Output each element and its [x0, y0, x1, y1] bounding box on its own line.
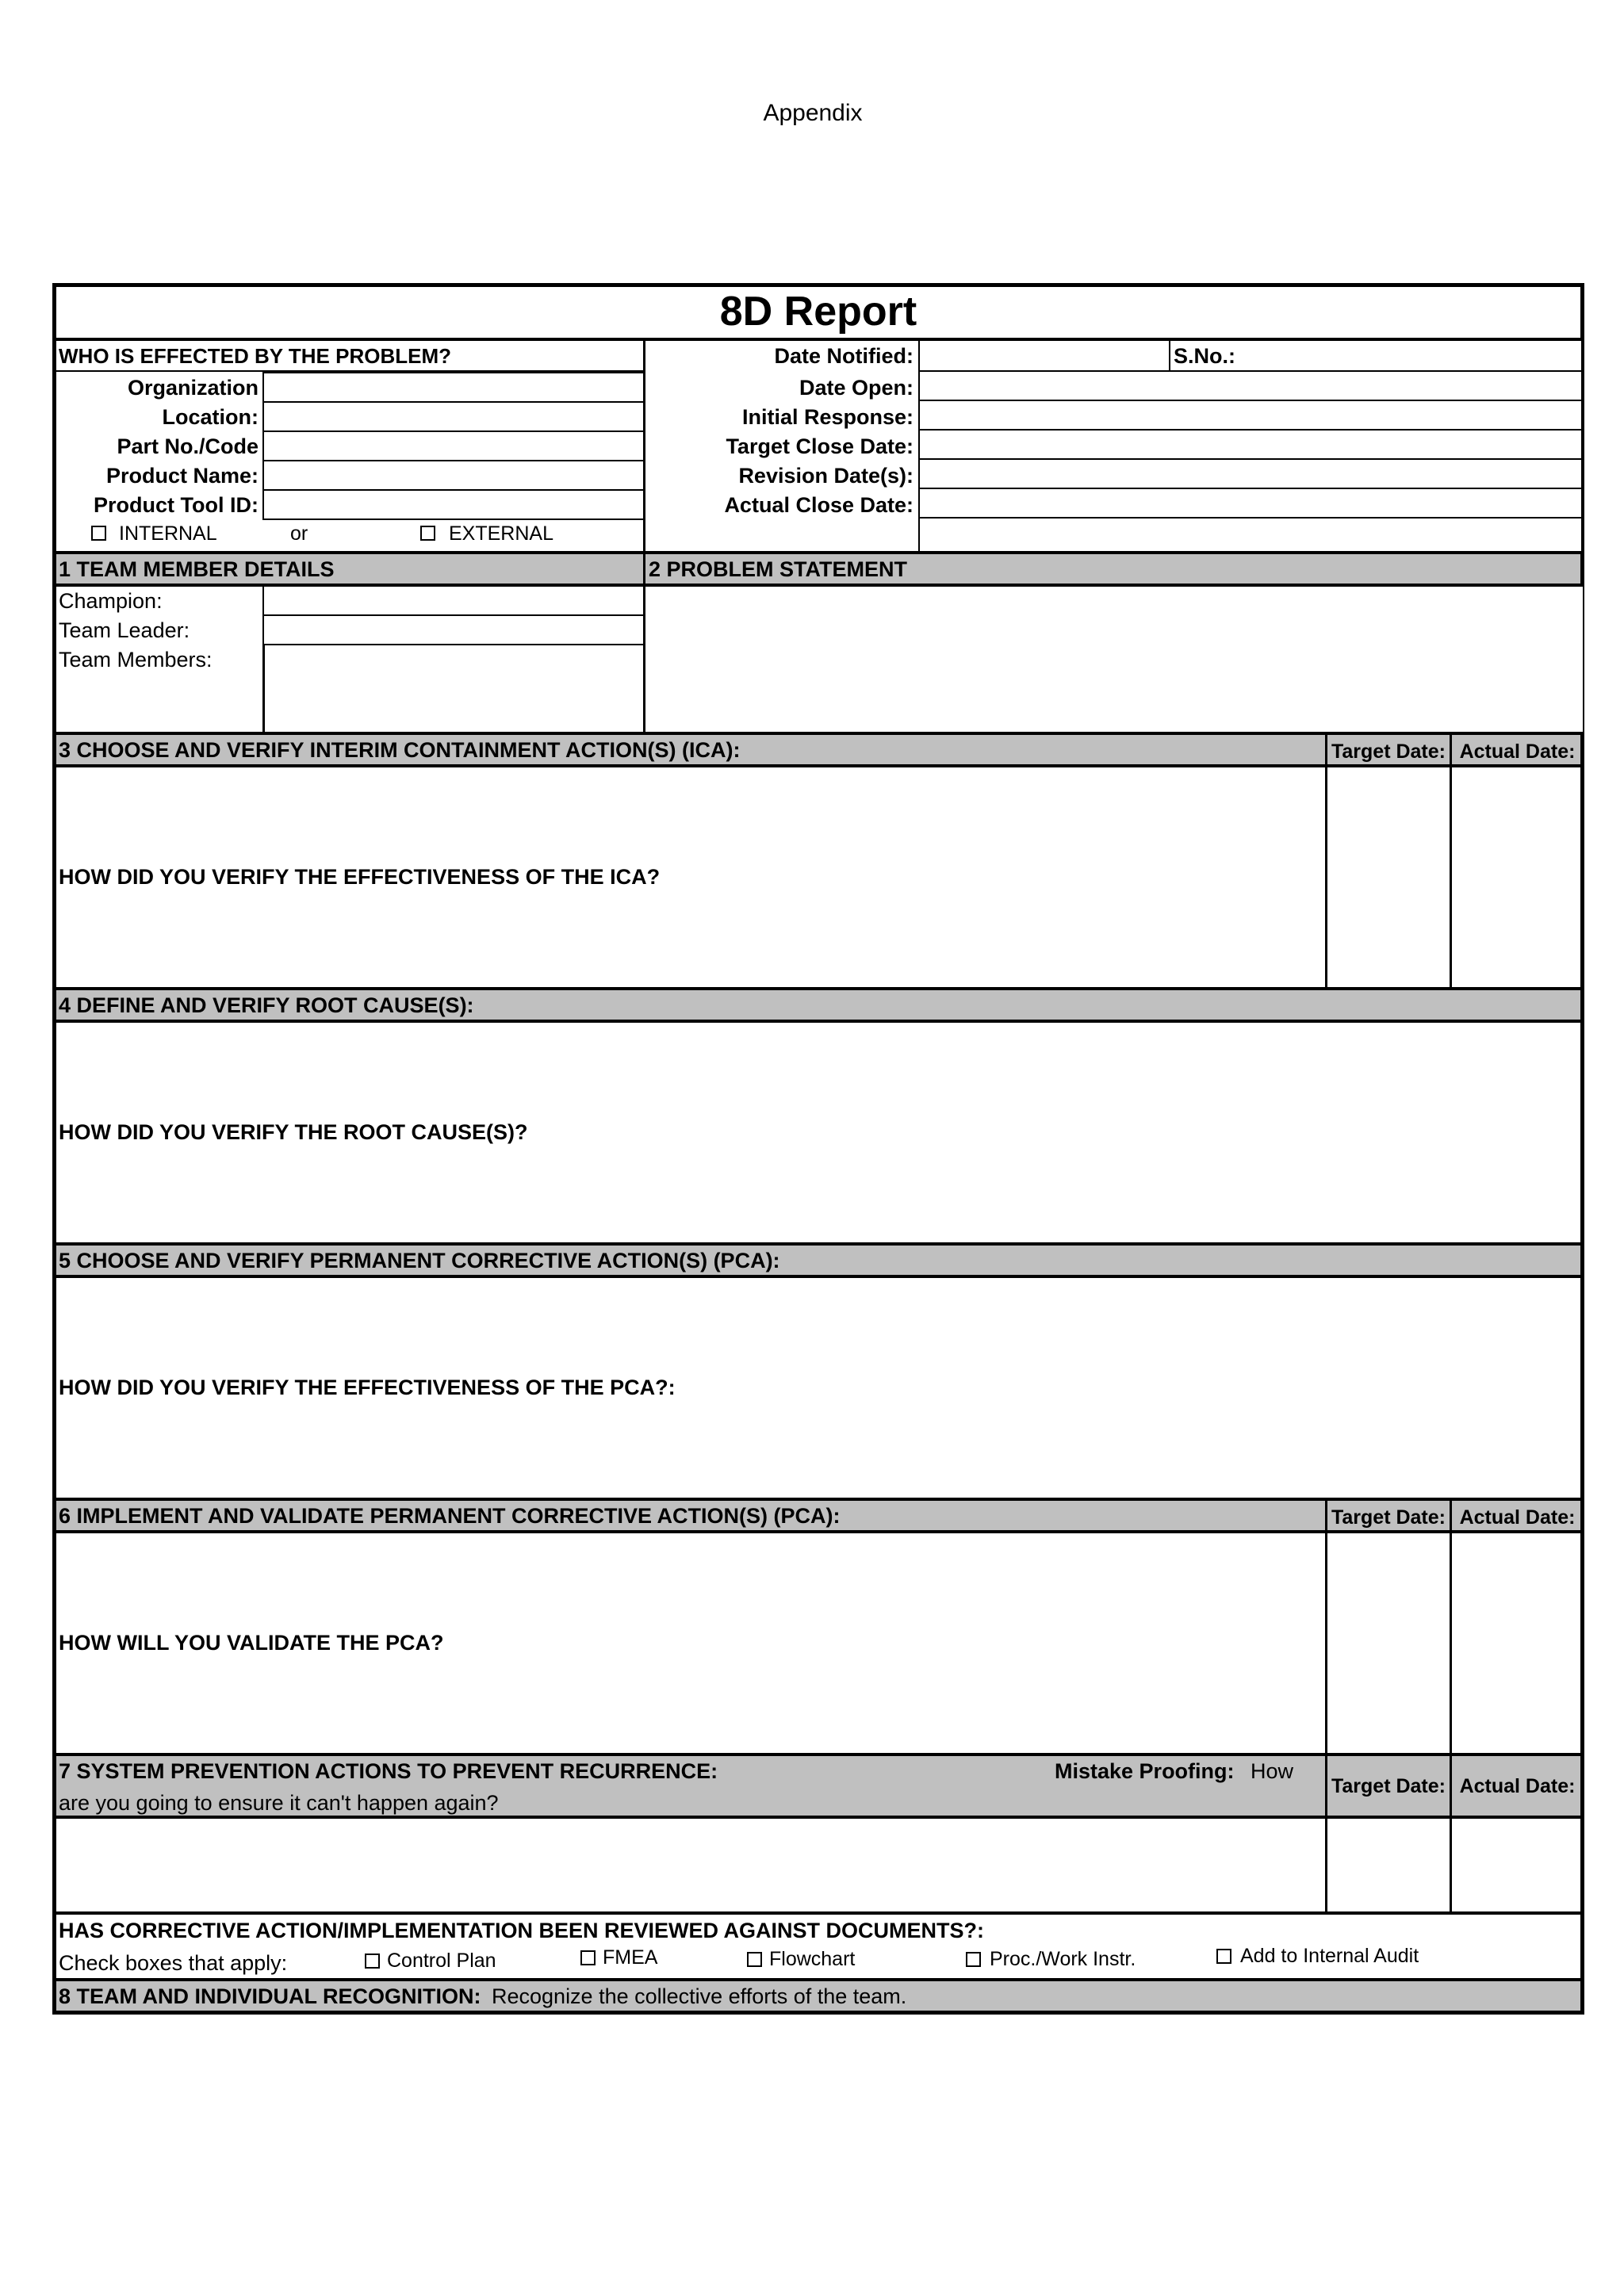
prevention-target-date-label: Target Date: — [1331, 1775, 1446, 1797]
location-field[interactable] — [262, 401, 645, 432]
organization-field[interactable] — [262, 372, 645, 403]
internal-audit-label: Add to Internal Audit — [1240, 1945, 1419, 1967]
proc-work-instr-label: Proc./Work Instr. — [990, 1948, 1136, 1970]
page-header: Appendix — [763, 100, 863, 126]
team-members-field[interactable] — [265, 645, 643, 732]
date-notified-label: Date Notified: — [774, 344, 914, 368]
target-close-field[interactable] — [918, 429, 1583, 460]
implement-pca-heading: 6 IMPLEMENT AND VALIDATE PERMANENT CORRECTIVE ACTION(S) (PCA): — [59, 1504, 841, 1528]
ica-target-date-field[interactable] — [1327, 767, 1450, 987]
flowchart-checkbox[interactable] — [747, 1952, 762, 1967]
check-boxes-label: Check boxes that apply: — [59, 1951, 288, 1975]
root-cause-heading: 4 DEFINE AND VERIFY ROOT CAUSE(S): — [59, 993, 474, 1017]
pca-heading: 5 CHOOSE AND VERIFY PERMANENT CORRECTIVE ACTION(S) (PCA): — [59, 1249, 780, 1272]
target-close-label: Target Close Date: — [726, 434, 914, 458]
team-leader-label: Team Leader: — [59, 618, 190, 642]
control-plan-checkbox[interactable] — [365, 1954, 380, 1969]
prevention-actual-date-label: Actual Date: — [1459, 1775, 1576, 1797]
champion-label: Champion: — [59, 589, 163, 613]
pca-target-date-label: Target Date: — [1331, 1506, 1446, 1529]
flowchart-label: Flowchart — [769, 1948, 856, 1970]
ica-actual-date-field[interactable] — [1452, 767, 1583, 987]
external-label: EXTERNAL — [449, 522, 553, 545]
problem-statement-field[interactable] — [645, 587, 1583, 732]
control-plan-label: Control Plan — [387, 1950, 496, 1972]
date-notified-field[interactable] — [918, 339, 1170, 372]
actual-close-field[interactable] — [918, 488, 1583, 519]
prevention-question: are you going to ensure it can't happen again? — [59, 1791, 499, 1815]
product-name-label: Product Name: — [105, 464, 259, 488]
product-tool-id-label: Product Tool ID: — [94, 493, 259, 517]
pca-verify-question: HOW DID YOU VERIFY THE EFFECTIVENESS OF THE PCA?: — [59, 1376, 676, 1399]
location-label: Location: — [162, 405, 259, 429]
or-label: or — [290, 522, 308, 545]
team-member-heading: 1 TEAM MEMBER DETAILS — [59, 557, 335, 581]
report-title: 8D Report — [719, 289, 917, 335]
internal-audit-checkbox[interactable] — [1216, 1949, 1231, 1964]
pca-target-date-field[interactable] — [1327, 1533, 1450, 1753]
organization-label: Organization — [127, 376, 259, 400]
problem-statement-heading: 2 PROBLEM STATEMENT — [649, 557, 908, 581]
revision-date-field[interactable] — [918, 458, 1583, 489]
ica-verify-question: HOW DID YOU VERIFY THE EFFECTIVENESS OF THE ICA? — [59, 865, 661, 889]
pca-actual-date-field[interactable] — [1452, 1533, 1583, 1753]
product-name-field[interactable] — [262, 460, 645, 491]
prevention-actual-date-field[interactable] — [1452, 1819, 1583, 1911]
part-no-field[interactable] — [262, 430, 645, 461]
initial-response-field[interactable] — [918, 400, 1583, 430]
external-checkbox[interactable] — [420, 526, 435, 541]
internal-checkbox[interactable] — [91, 526, 106, 541]
recognition-text: Recognize the collective efforts of the team. — [492, 1984, 907, 2008]
validate-pca-question: HOW WILL YOU VALIDATE THE PCA? — [59, 1631, 444, 1655]
date-open-field[interactable] — [918, 370, 1583, 401]
internal-label: INTERNAL — [119, 522, 217, 545]
product-tool-id-field[interactable] — [262, 489, 645, 520]
recognition-heading: 8 TEAM AND INDIVIDUAL RECOGNITION: — [59, 1984, 481, 2008]
extra-date-field[interactable] — [918, 517, 1583, 553]
sno-label: S.No.: — [1174, 344, 1235, 368]
pca-actual-date-label: Actual Date: — [1459, 1506, 1576, 1529]
fmea-label: FMEA — [603, 1946, 658, 1969]
mistake-proofing-how: How — [1251, 1759, 1294, 1783]
proc-work-instr-checkbox[interactable] — [966, 1952, 981, 1967]
mistake-proofing-label: Mistake Proofing: — [1055, 1759, 1235, 1783]
prevention-entry-area[interactable] — [54, 1819, 1325, 1911]
date-open-label: Date Open: — [799, 376, 914, 400]
actual-close-label: Actual Close Date: — [724, 493, 914, 517]
prevention-target-date-field[interactable] — [1327, 1819, 1450, 1911]
initial-response-label: Initial Response: — [741, 405, 914, 429]
team-leader-field[interactable] — [262, 614, 645, 645]
ica-target-date-label: Target Date: — [1331, 740, 1446, 763]
review-heading: HAS CORRECTIVE ACTION/IMPLEMENTATION BEEN REVIEWED AGAINST DOCUMENTS?: — [59, 1919, 985, 1942]
ica-actual-date-label: Actual Date: — [1459, 740, 1576, 763]
prevention-heading: 7 SYSTEM PREVENTION ACTIONS TO PREVENT RECURRENCE: — [59, 1759, 718, 1783]
part-no-label: Part No./Code — [117, 434, 259, 458]
revision-date-label: Revision Date(s): — [738, 464, 914, 488]
champion-field[interactable] — [262, 585, 645, 616]
who-heading: WHO IS EFFECTED BY THE PROBLEM? — [59, 344, 451, 368]
fmea-checkbox[interactable] — [580, 1950, 596, 1965]
team-members-label: Team Members: — [59, 648, 213, 672]
root-cause-verify-question: HOW DID YOU VERIFY THE ROOT CAUSE(S)? — [59, 1120, 528, 1144]
ica-heading: 3 CHOOSE AND VERIFY INTERIM CONTAINMENT ACTION(S) (ICA): — [59, 738, 741, 762]
